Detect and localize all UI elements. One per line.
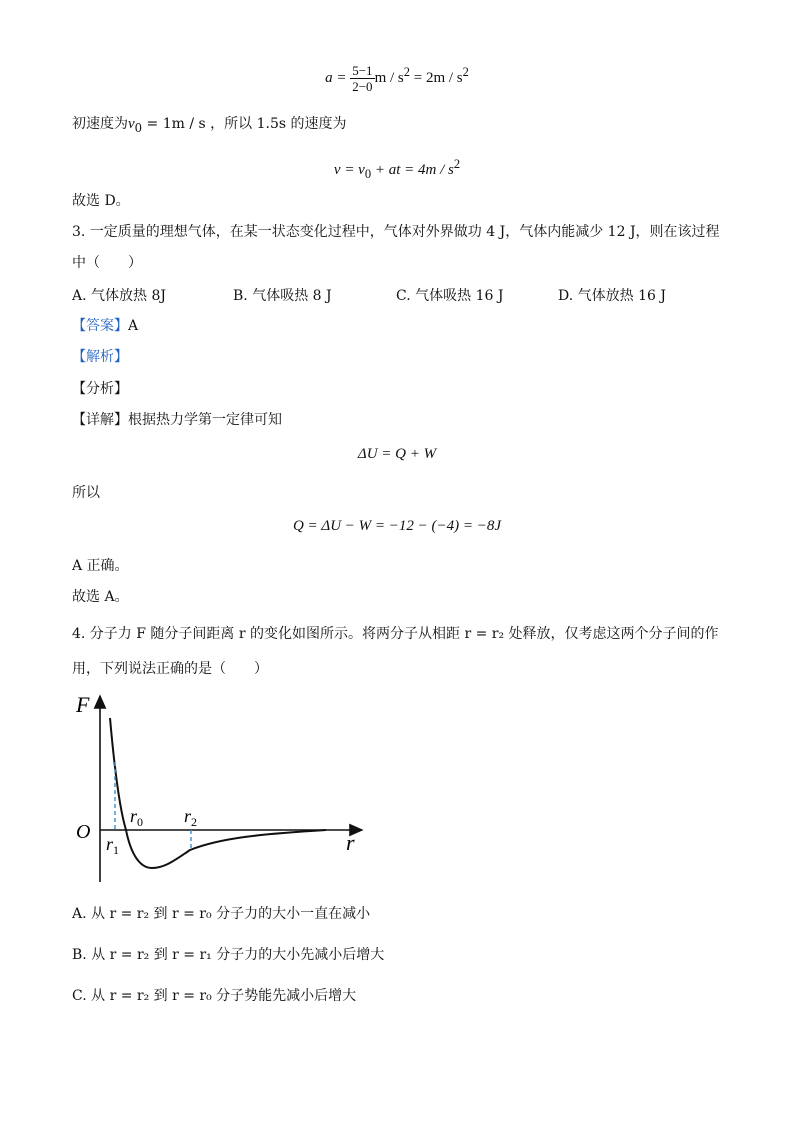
q3-fenxi-tag: 【分析】	[72, 381, 128, 397]
q4-option-b: B. 从 r = r₂ 到 r = r₁ 分子力的大小先减小后增大	[72, 947, 385, 963]
q3-text-choose: 故选 A。	[72, 589, 129, 605]
q3-stem-line1: 3. 一定质量的理想气体，在某一状态变化过程中，气体对外界做功 4 J，气体内能减少 12 J，则在该过程	[72, 224, 720, 240]
label-r-axis: r	[346, 830, 355, 855]
q3-option-d: D. 气体放热 16 J	[558, 288, 666, 304]
q3-equation-first-law: ΔU = Q + W	[357, 446, 437, 462]
q4-option-c: C. 从 r = r₂ 到 r = r₀ 分子势能先减小后增大	[72, 988, 357, 1004]
eq-a-exp2: 2	[462, 65, 469, 79]
q3-analysis-tag: 【解析】	[72, 349, 128, 365]
eq-v-sub: 0	[364, 167, 372, 181]
text-v0-rest: = 1m / s ，所以 1.5s 的速度为	[142, 116, 347, 132]
label-F: F	[76, 692, 90, 717]
eq-a-exp1: 2	[403, 65, 410, 79]
q3-stem-line2: 中（ ）	[72, 255, 142, 271]
label-r1: $r_1$	[106, 834, 120, 857]
label-r2: $r_2$	[184, 806, 198, 829]
q3-equation-heat: Q = ΔU − W = −12 − (−4) = −8J	[292, 518, 502, 534]
force-distance-graph	[60, 690, 380, 890]
q3-detail	[72, 410, 282, 430]
q4-option-a: A. 从 r = r₂ 到 r = r₀ 分子力的大小一直在减小	[72, 906, 371, 922]
eq-a-denominator: 2−0	[352, 79, 373, 95]
q3-text-correct: A 正确。	[72, 558, 129, 574]
q3-detail-text: 根据热力学第一定律可知	[128, 412, 282, 428]
q3-option-c: C. 气体吸热 16 J	[396, 288, 504, 304]
eq-a-fraction	[350, 63, 374, 94]
q3-answer	[72, 316, 138, 336]
eq-a-result: = 2m / s	[410, 70, 463, 86]
text-v0-sub: 0	[134, 120, 143, 135]
text-v0-prefix: 初速度为	[72, 116, 128, 132]
text-initial-velocity	[72, 114, 347, 138]
q3-option-b: B. 气体吸热 8 J	[233, 288, 332, 304]
eq-v-exp: 2	[453, 157, 461, 171]
eq-v-pre: v = v	[333, 162, 365, 178]
q3-answer-tag: 【答案】	[72, 318, 128, 334]
text-v0-symbol: v	[128, 116, 135, 132]
label-r0: $r_0$	[130, 806, 144, 829]
text-choose-d: 故选 D。	[72, 193, 130, 209]
label-origin: O	[76, 821, 91, 843]
force-curve	[110, 718, 326, 868]
eq-a-unit: m / s	[374, 70, 404, 86]
q3-answer-value: A	[128, 318, 139, 334]
q4-stem-line1: 4. 分子力 F 随分子间距离 r 的变化如图所示。将两分子从相距 r = r₂ 处释放，仅考虑这两个分子间的作	[72, 626, 719, 642]
equation-acceleration	[0, 62, 794, 94]
eq-a-lhs: a =	[325, 70, 347, 86]
q4-stem-line2: 用，下列说法正确的是（ ）	[72, 661, 268, 677]
q3-text-therefore: 所以	[72, 485, 100, 501]
eq-v-mid: + at = 4m / s	[371, 162, 454, 178]
q3-detail-tag: 【详解】	[72, 412, 128, 428]
eq-a-numerator: 5−1	[352, 63, 373, 79]
q3-option-a: A. 气体放热 8J	[72, 288, 166, 304]
equation-velocity	[0, 154, 794, 184]
